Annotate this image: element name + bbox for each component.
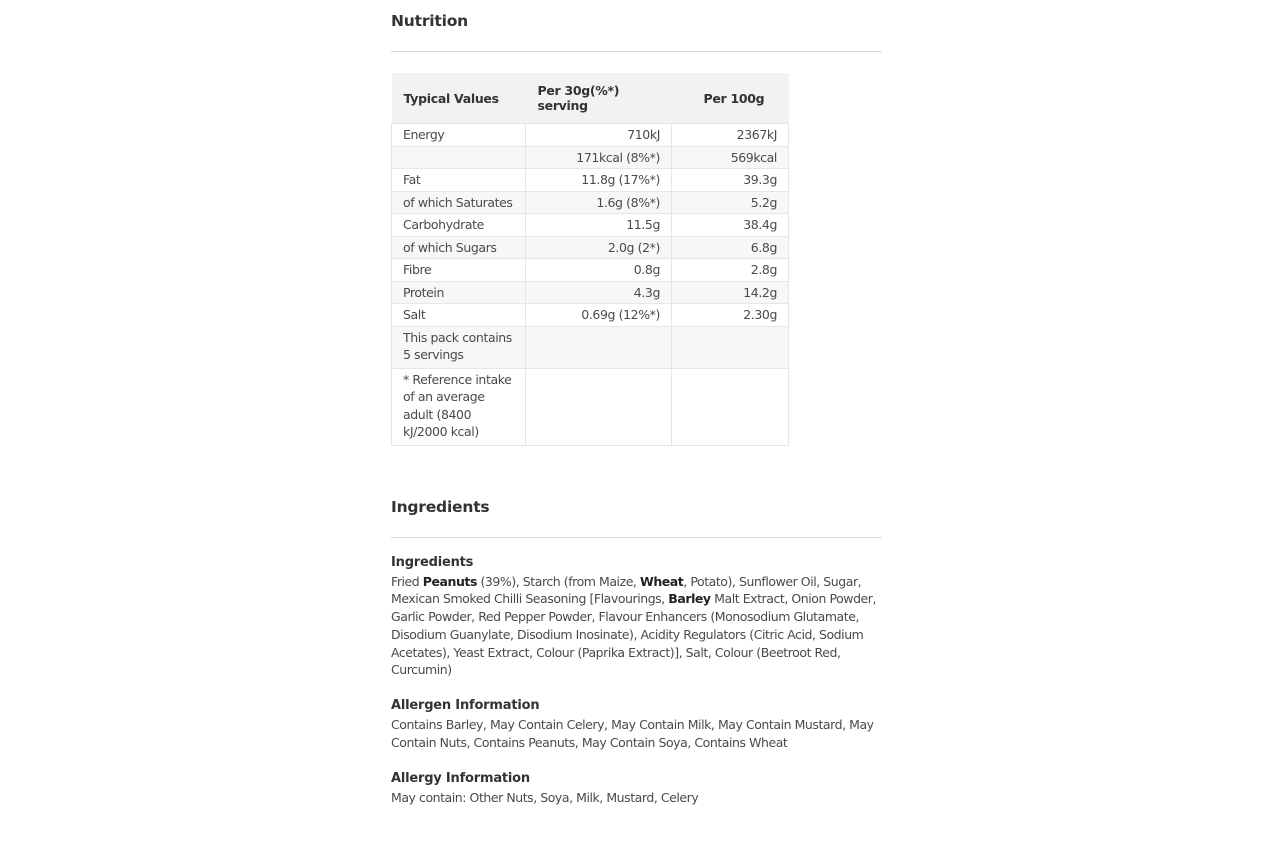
row-per100: 6.8g	[672, 236, 789, 259]
row-serving	[526, 368, 672, 445]
nutrition-divider	[391, 51, 882, 52]
allergen-highlight: Barley	[668, 591, 711, 607]
ingredients-divider	[391, 537, 882, 538]
row-per100: 2367kJ	[672, 124, 789, 147]
table-row	[392, 259, 789, 282]
ingredients-subheading: Ingredients	[391, 554, 474, 570]
allergen-text: Contains Barley, May Contain Celery, May Contain Milk, May Contain Mustard, May Contain Nuts, Contains Peanuts, May Contain Soya, Contains Wheat	[391, 717, 874, 751]
row-label: This pack contains 5 servings	[392, 326, 526, 368]
ingredients-segment: Malt Extract, Onion Powder, Garlic Powder, Red Pepper Powder, Flavour Enhancers (Monosodium Glutamate, Disodium Guanylate, Disodium Inosinate), Acidity Regulators (Citric Acid, Sodium Acetates), Yeast Extract, Colour (Paprika Extract)], Salt, Colour (Beetroot Red, Curcumin)	[391, 591, 877, 678]
row-per100: 569kcal	[672, 146, 789, 169]
row-per100: 2.8g	[672, 259, 789, 282]
row-serving: 11.5g	[526, 214, 672, 237]
row-serving: 0.8g	[526, 259, 672, 282]
table-row	[392, 191, 789, 214]
row-serving: 171kcal (8%*)	[526, 146, 672, 169]
table-row	[392, 124, 789, 147]
row-label: of which Saturates	[392, 191, 526, 214]
row-label: of which Sugars	[392, 236, 526, 259]
ingredients-segment: Fried	[391, 573, 423, 589]
row-serving: 11.8g (17%*)	[526, 169, 672, 192]
row-serving: 1.6g (8%*)	[526, 191, 672, 214]
row-label: Fibre	[392, 259, 526, 282]
row-per100: 39.3g	[672, 169, 789, 192]
table-row	[392, 304, 789, 327]
table-row	[392, 368, 789, 445]
row-per100: 38.4g	[672, 214, 789, 237]
table-row	[392, 146, 789, 169]
row-label: Carbohydrate	[392, 214, 526, 237]
row-label: Fat	[392, 169, 526, 192]
row-serving: 4.3g	[526, 281, 672, 304]
header-typical-values: Typical Values	[392, 73, 526, 124]
table-row	[392, 169, 789, 192]
allergy-block	[391, 771, 882, 807]
row-label: * Reference intake of an average adult (8400 kJ/2000 kcal)	[392, 368, 526, 445]
table-row	[392, 326, 789, 368]
header-per-100g: Per 100g	[672, 73, 789, 124]
ingredients-heading: Ingredients	[391, 497, 490, 516]
row-per100: 5.2g	[672, 191, 789, 214]
row-serving	[526, 326, 672, 368]
allergen-highlight: Wheat	[639, 573, 684, 589]
row-per100	[672, 368, 789, 445]
table-row	[392, 214, 789, 237]
row-serving: 2.0g (2*)	[526, 236, 672, 259]
allergy-text: May contain: Other Nuts, Soya, Milk, Mustard, Celery	[391, 789, 699, 805]
row-per100	[672, 326, 789, 368]
product-info-column	[391, 0, 882, 807]
row-serving: 710kJ	[526, 124, 672, 147]
nutrition-heading: Nutrition	[391, 12, 468, 30]
allergen-subheading: Allergen Information	[391, 698, 540, 714]
table-row	[392, 236, 789, 259]
row-label: Protein	[392, 281, 526, 304]
allergen-highlight: Peanuts	[422, 573, 477, 589]
row-label: Energy	[392, 124, 526, 147]
table-row	[392, 281, 789, 304]
ingredients-block	[391, 555, 882, 680]
row-per100: 2.30g	[672, 304, 789, 327]
ingredients-text	[391, 573, 882, 680]
row-label: Salt	[392, 304, 526, 327]
ingredients-segment: (39%), Starch (from Maize,	[476, 573, 640, 589]
allergen-block	[391, 698, 882, 752]
row-serving: 0.69g (12%*)	[526, 304, 672, 327]
nutrition-table	[391, 73, 789, 446]
row-label	[392, 146, 526, 169]
ingredients-section	[391, 486, 882, 807]
nutrition-header-row	[392, 73, 789, 124]
row-per100: 14.2g	[672, 281, 789, 304]
allergy-subheading: Allergy Information	[391, 770, 530, 786]
ingredients-segment: , Potato), Sunflower Oil, Sugar, Mexican Smoked Chilli Seasoning [Flavourings,	[391, 573, 862, 607]
header-per-serving: Per 30g(%*) serving	[526, 73, 672, 124]
